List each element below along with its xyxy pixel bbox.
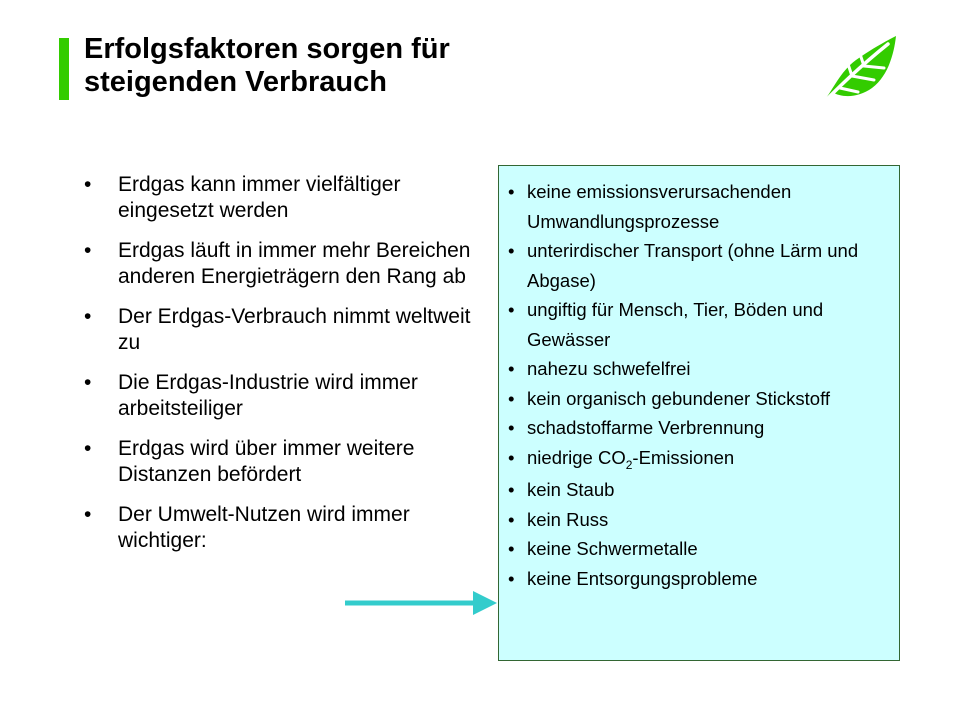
bullet-icon: • <box>84 239 92 262</box>
bullet-icon: • <box>508 538 515 559</box>
bullet-icon: • <box>508 387 515 409</box>
bullet-icon: • <box>508 446 515 468</box>
bullet-icon: • <box>508 417 515 438</box>
arrow-right-icon <box>343 588 498 618</box>
bullet-icon: • <box>508 299 515 320</box>
bullet-icon: • <box>84 305 92 328</box>
benefits-box <box>498 165 900 661</box>
title-line-1: Erfolgsfaktoren sorgen für <box>84 33 450 65</box>
bullet-icon: • <box>84 437 92 460</box>
bullet-icon: • <box>84 371 92 394</box>
slide-title <box>84 33 644 99</box>
benefit-item: • kein Staub <box>508 475 891 505</box>
benefit-item: • kein organisch gebundener Stickstoff <box>508 384 891 414</box>
title-accent-bar <box>59 38 69 100</box>
bullet-icon: • <box>84 173 92 196</box>
benefit-item: • schadstoffarme Verbrennung <box>508 413 891 443</box>
bullet-icon: • <box>508 479 515 500</box>
benefit-item: • keine emissionsverursachenden Umwandlungsprozesse <box>508 177 891 236</box>
bullet-icon: • <box>508 567 515 589</box>
bullet-icon: • <box>508 358 515 379</box>
main-bullet-item: • Erdgas kann immer vielfältiger eingesetzt werden <box>84 173 401 222</box>
bullet-icon: • <box>84 503 92 526</box>
benefit-item: • nahezu schwefelfrei <box>508 354 891 384</box>
main-bullet-item: • Erdgas wird über immer weitere Distanzen befördert <box>84 437 415 486</box>
bullet-icon: • <box>508 508 515 530</box>
leaf-icon <box>812 32 898 108</box>
main-bullet-list <box>84 172 484 568</box>
co2-subscript: 2 <box>625 457 633 472</box>
main-bullet-item: • Erdgas läuft in immer mehr Bereichen anderen Energieträgern den Rang ab <box>84 239 471 288</box>
benefit-item: • unterirdischer Transport (ohne Lärm und Abgase) <box>508 236 891 295</box>
benefit-item: • keine Schwermetalle <box>508 534 891 564</box>
benefit-item: • kein Russ <box>508 505 891 535</box>
benefit-item: • keine Entsorgungsprobleme <box>508 564 891 594</box>
benefits-list <box>508 177 891 593</box>
bullet-icon: • <box>508 181 515 202</box>
benefit-item: • ungiftig für Mensch, Tier, Böden und Gewässer <box>508 295 891 354</box>
main-bullet-item: • Die Erdgas-Industrie wird immer arbeitsteiliger <box>84 371 418 420</box>
main-bullet-item: • Der Erdgas-Verbrauch nimmt weltweit zu <box>84 305 471 354</box>
bullet-icon: • <box>508 240 515 261</box>
benefit-item-co2: • niedrige $CO_2$-Emissionen <box>508 443 891 476</box>
title-line-2: steigenden Verbrauch <box>84 66 387 98</box>
main-bullet-item: • Der Umwelt-Nutzen wird immer wichtiger: <box>84 503 410 552</box>
